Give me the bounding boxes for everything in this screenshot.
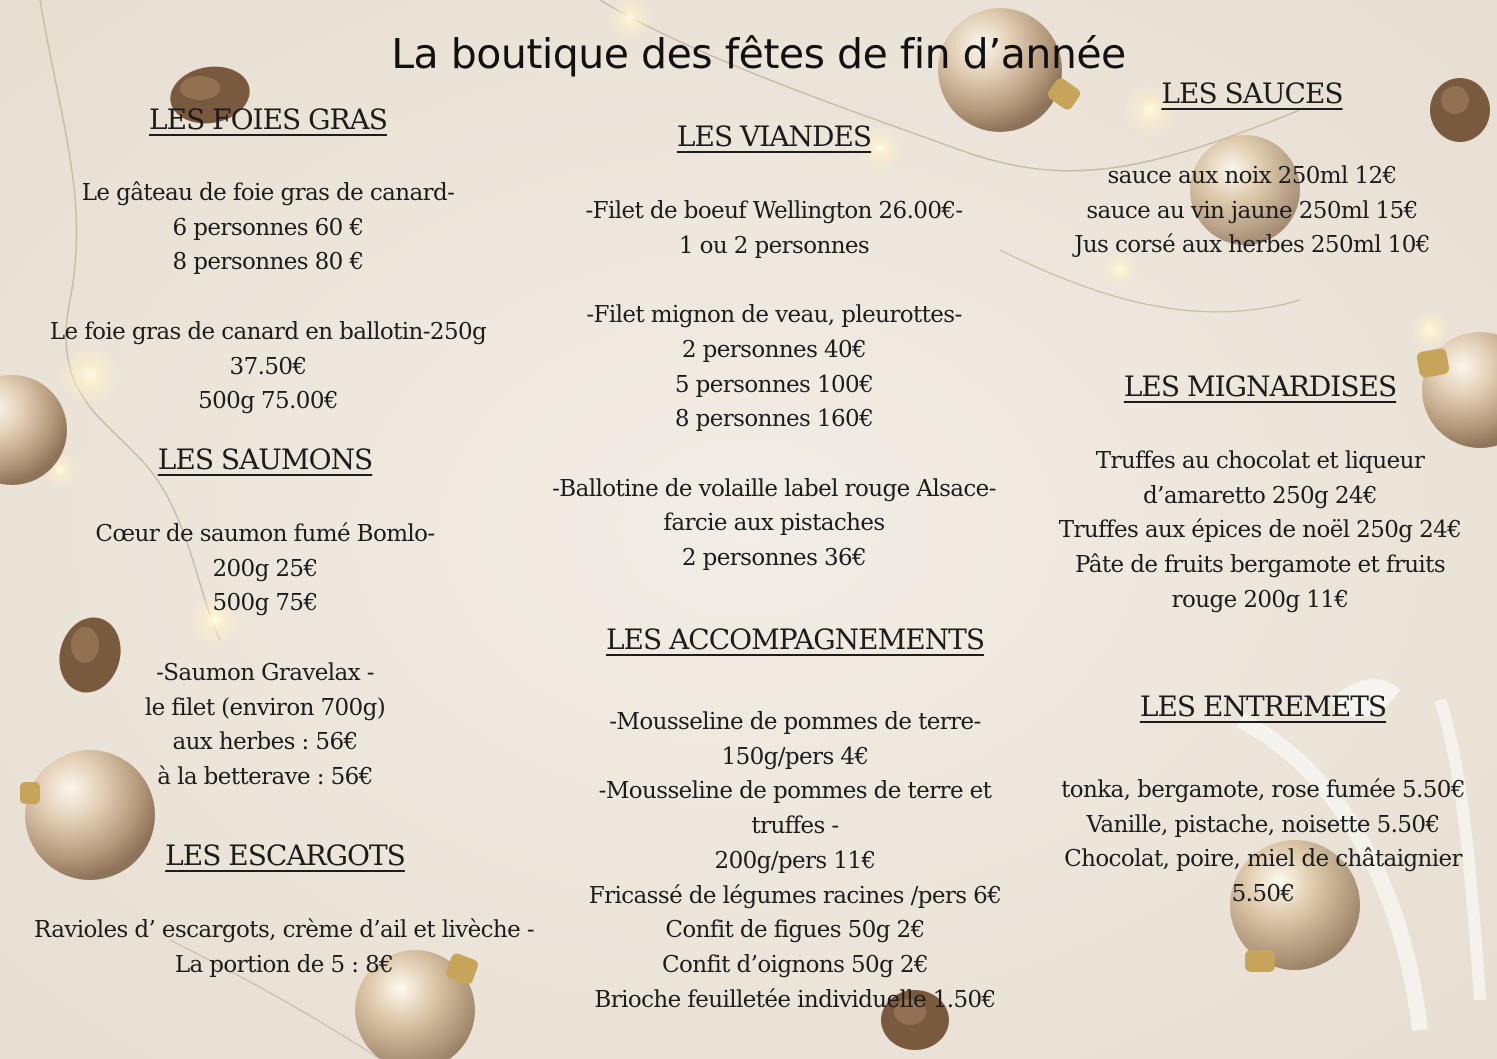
menu-line: -Saumon Gravelax - [156, 659, 374, 686]
menu-line: 37.50€ [229, 353, 307, 380]
menu-line: Vanille, pistache, noisette 5.50€ [1086, 811, 1440, 838]
menu-line: 2 personnes 40€ [681, 336, 867, 363]
menu-line: 8 personnes 80 € [172, 249, 364, 276]
menu-line: Le gâteau de foie gras de canard- [81, 180, 455, 206]
spacer [50, 280, 486, 315]
menu-line: Truffes au chocolat et liqueur [1095, 448, 1425, 474]
menu-line: -Filet de boeuf Wellington 26.00€- [585, 198, 963, 224]
menu-line: aux herbes : 56€ [172, 729, 358, 756]
saumons-list [95, 517, 434, 795]
heading-foies-gras: LES FOIES GRAS [149, 103, 387, 136]
menu-line: 5 personnes 100€ [674, 371, 874, 398]
menu-line: le filet (environ 700g) [144, 694, 386, 721]
entremets-list [1061, 773, 1465, 912]
spacer [552, 263, 996, 298]
heading-accompagnements: LES ACCOMPAGNEMENTS [605, 623, 985, 656]
menu-line: -Ballotine de volaille label rouge Alsace- [552, 475, 996, 502]
menu-line: 200g/pers 11€ [714, 847, 876, 874]
menu-line: tonka, bergamote, rose fumée 5.50€ [1061, 777, 1465, 803]
page-title: La boutique des fêtes de fin d’année [391, 30, 1126, 78]
menu-line: 8 personnes 160€ [674, 406, 874, 433]
foies-gras-list [50, 176, 486, 419]
heading-entremets: LES ENTREMETS [1139, 690, 1387, 723]
menu-line: Jus corsé aux herbes 250ml 10€ [1074, 232, 1430, 259]
menu-line: à la betterave : 56€ [157, 763, 373, 790]
viandes-list [552, 194, 996, 576]
menu-line: sauce au vin jaune 250ml 15€ [1086, 197, 1418, 224]
menu-line: d’amaretto 250g 24€ [1143, 482, 1377, 509]
menu-line: Pâte de fruits bergamote et fruits [1074, 552, 1446, 579]
menu-line: 200g 25€ [212, 555, 318, 582]
escargots-list [34, 913, 534, 982]
mignardises-list [1059, 444, 1461, 618]
menu-line: sauce aux noix 250ml 12€ [1107, 163, 1397, 189]
menu-line: Confit de figues 50g 2€ [665, 917, 925, 944]
menu-line: 150g/pers 4€ [721, 743, 869, 770]
menu-line: -Mousseline de pommes de terre et [598, 778, 992, 805]
menu-line: farcie aux pistaches [663, 510, 885, 537]
menu-line: rouge 200g 11€ [1171, 586, 1349, 613]
menu-line: 5.50€ [1231, 881, 1295, 908]
menu-line: 2 personnes 36€ [681, 545, 867, 571]
menu-line: Confit d’oignons 50g 2€ [662, 951, 928, 978]
menu-line: 1 ou 2 personnes [678, 232, 870, 259]
spacer [552, 437, 996, 472]
menu-line: Cœur de saumon fumé Bomlo- [95, 521, 435, 547]
menu-line: 500g 75.00€ [198, 388, 338, 415]
heading-saumons: LES SAUMONS [157, 443, 373, 476]
menu-line: truffes - [751, 813, 839, 840]
menu-line: 500g 75€ [212, 590, 318, 617]
menu-line: -Mousseline de pommes de terre- [609, 709, 981, 735]
heading-mignardises: LES MIGNARDISES [1123, 370, 1397, 403]
menu-line: -Filet mignon de veau, pleurottes- [586, 302, 962, 329]
menu-line: Truffes aux épices de noël 250g 24€ [1058, 517, 1462, 544]
menu-line: Brioche feuilletée individuelle 1.50€ [594, 986, 996, 1013]
spacer [95, 621, 434, 656]
menu-line: Chocolat, poire, miel de châtaignier [1064, 846, 1462, 873]
accompagnements-list [589, 705, 1001, 1017]
menu-line: La portion de 5 : 8€ [174, 951, 394, 978]
sauces-list [1074, 159, 1430, 263]
heading-viandes: LES VIANDES [676, 120, 872, 153]
menu-line: Fricassé de légumes racines /pers 6€ [588, 882, 1002, 909]
menu-line: Le foie gras de canard en ballotin-250g [49, 318, 487, 345]
menu-line: 6 personnes 60 € [172, 214, 364, 241]
heading-escargots: LES ESCARGOTS [165, 839, 405, 872]
menu-line: Ravioles d’ escargots, crème d’ail et livèche - [33, 917, 535, 943]
heading-sauces: LES SAUCES [1161, 77, 1343, 110]
